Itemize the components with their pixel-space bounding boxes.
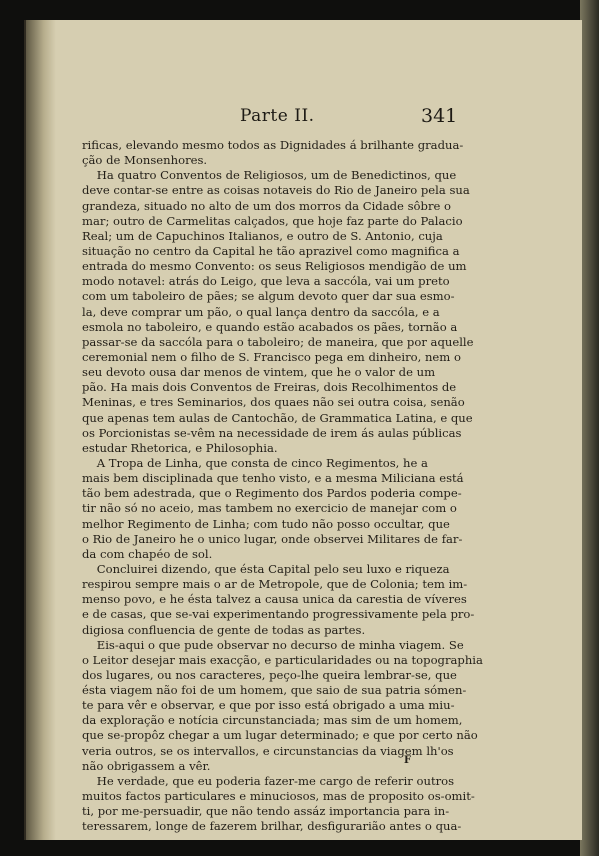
text-line: digiosa confluencia de gente de todas as partes. (82, 622, 366, 637)
text-line: Real; um de Capuchinos Italianos, e outro de S. Antonio, cuja (82, 228, 443, 243)
page-number: 341 (421, 105, 458, 127)
book-fore-edge (580, 0, 599, 856)
text-line: o Leitor desejar mais exacção, e particularidades ou na topographia (82, 652, 483, 667)
text-line: modo notavel: atrás do Leigo, que leva a saccóla, vai um preto (82, 274, 450, 289)
text-line: com um taboleiro de pães; se algum devoto quer dar sua esmo- (82, 289, 455, 304)
text-line: teressarem, longe de fazerem brilhar, desfigurarião antes o qua- (82, 819, 462, 834)
text-line: veria outros, se os intervallos, e circunstancias da viagem lh'os (82, 743, 454, 758)
text-line: o Rio de Janeiro he o unico lugar, onde observei Militares de far- (82, 531, 463, 546)
text-line: entrada do mesmo Convento: os seus Religiosos mendigão de um (82, 259, 467, 274)
text-line: ção de Monsenhores. (82, 153, 208, 168)
text-line: ti, por me-persuadir, que não tendo assáz importancia para in- (82, 804, 450, 819)
text-line: esmola no taboleiro, e quando estão acabados os pães, tornão a (82, 319, 458, 334)
text-line: ésta viagem não foi de um homem, que saio de sua patria sómen- (82, 683, 467, 698)
text-line: respirou sempre mais o ar de Metropole, que de Colonia; tem im- (82, 577, 468, 592)
text-line: passar-se da saccóla para o taboleiro; de maneira, que por aquelle (82, 334, 474, 349)
text-line: que se-propôz chegar a um lugar determinado; e que por certo não (82, 728, 478, 743)
text-line: ceremonial nem o filho de S. Francisco pega em dinheiro, nem o (82, 349, 461, 364)
text-line: muitos factos particulares e minuciosos, mas de proposito os-omit- (82, 789, 475, 804)
text-line: não obrigassem a vêr. (82, 758, 211, 773)
text-line: Concluirei dizendo, que ésta Capital pelo seu luxo e riqueza (82, 561, 450, 576)
text-line: rificas, elevando mesmo todos as Dignidades á brilhante gradua- (82, 138, 464, 152)
text-line: Eis-aqui o que pude observar no decurso de minha viagem. Se (82, 637, 464, 652)
text-line: mais bem disciplinada que tenho visto, e a mesma Miliciana está (82, 471, 464, 486)
signature-mark: F (404, 755, 412, 766)
section-title: Parte II. (240, 106, 315, 126)
text-line: da com chapéo de sol. (82, 546, 213, 561)
text-line: A Tropa de Linha, que consta de cinco Regimentos, he a (82, 455, 428, 470)
text-line: os Porcionistas se-vêm na necessidade de irem ás aulas públicas (82, 425, 462, 440)
text-line: mar; outro de Carmelitas calçados, que hoje faz parte do Palacio (82, 213, 463, 228)
text-line: Meninas, e tres Seminarios, dos quaes não sei outra coisa, senão (82, 395, 465, 410)
text-line: da exploração e notícia circunstanciada; mas sim de um homem, (82, 713, 463, 728)
text-line: e de casas, que se-vai experimentando progressivamente pela pro- (82, 607, 475, 622)
text-line: estudar Rhetorica, e Philosophia. (82, 440, 278, 455)
text-line: menso povo, e he ésta talvez a causa unica da carestia de víveres (82, 592, 467, 607)
page-gutter-shadow (26, 20, 56, 840)
text-line: He verdade, que eu poderia fazer-me cargo de referir outros (82, 773, 455, 788)
text-line: pão. Ha mais dois Conventos de Freiras, dois Recolhimentos de (82, 380, 457, 395)
text-line: la, deve comprar um pão, o qual lança dentro da saccóla, e a (82, 304, 440, 319)
text-line: dos lugares, ou nos caracteres, peço-lhe queira lembrar-se, que (82, 667, 457, 682)
text-line: que apenas tem aulas de Cantochão, de Grammatica Latina, e que (82, 410, 473, 425)
text-line: tir não só no aceio, mas tambem no exercicio de manejar com o (82, 501, 457, 516)
text-line: melhor Regimento de Linha; com tudo não posso occultar, que (82, 516, 450, 531)
text-line: te para vêr e observar, e que por isso está obrigado a uma miu- (82, 698, 455, 713)
book-page (24, 20, 582, 840)
running-head (26, 104, 582, 128)
text-line: tão bem adestrada, que o Regimento dos Pardos poderia compe- (82, 486, 462, 501)
text-line: deve contar-se entre as coisas notaveis do Rio de Janeiro pela sua (82, 183, 470, 198)
body-text (82, 138, 570, 834)
text-line: Ha quatro Conventos de Religiosos, um de Benedictinos, que (82, 168, 457, 183)
text-line: grandeza, situado no alto de um dos morros da Cidade sôbre o (82, 198, 452, 213)
text-line: situação no centro da Capital he tão aprazivel como magnifica a (82, 243, 460, 258)
text-line: seu devoto ousa dar menos de vintem, que he o valor de um (82, 365, 436, 380)
